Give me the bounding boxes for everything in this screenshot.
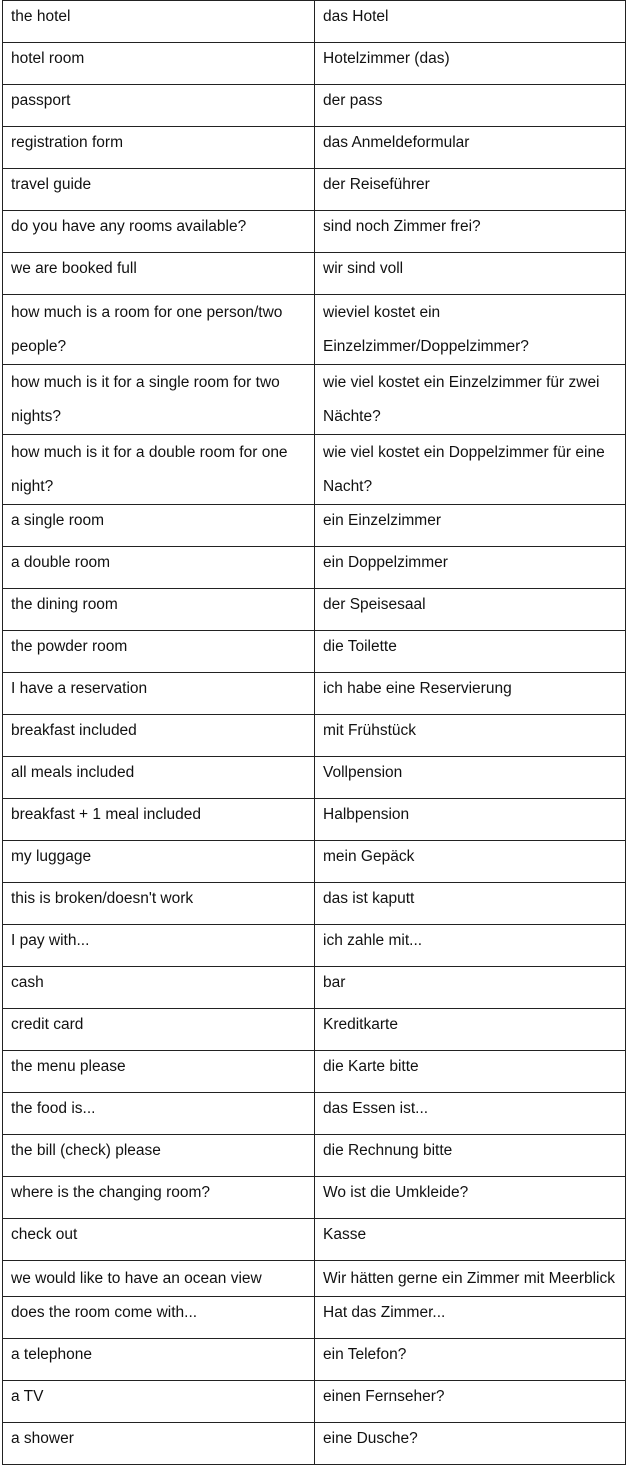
table-row — [3, 169, 626, 211]
english-phrase-cell: a telephone — [3, 1339, 315, 1381]
vocabulary-table — [2, 0, 626, 1465]
table-row — [3, 673, 626, 715]
table-row — [3, 883, 626, 925]
table-row — [3, 85, 626, 127]
english-phrase-cell: the food is... — [3, 1093, 315, 1135]
english-phrase-cell: how much is it for a double room for one night? — [3, 435, 315, 505]
english-phrase-cell: how much is a room for one person/two people? — [3, 295, 315, 365]
table-row — [3, 435, 626, 505]
table-row — [3, 589, 626, 631]
english-phrase-cell: how much is it for a single room for two nights? — [3, 365, 315, 435]
english-phrase-cell: travel guide — [3, 169, 315, 211]
german-phrase-cell: die Toilette — [315, 631, 626, 673]
table-row — [3, 547, 626, 589]
german-phrase-cell: Hat das Zimmer... — [315, 1297, 626, 1339]
german-phrase-cell: ich habe eine Reservierung — [315, 673, 626, 715]
english-phrase-cell: a double room — [3, 547, 315, 589]
vocabulary-table-body — [3, 1, 626, 1465]
german-phrase-cell: ein Telefon? — [315, 1339, 626, 1381]
table-row — [3, 757, 626, 799]
german-phrase-cell: ich zahle mit... — [315, 925, 626, 967]
table-row — [3, 365, 626, 435]
english-phrase-cell: passport — [3, 85, 315, 127]
table-row — [3, 1135, 626, 1177]
english-phrase-cell: breakfast included — [3, 715, 315, 757]
english-phrase-cell: all meals included — [3, 757, 315, 799]
english-phrase-cell: a single room — [3, 505, 315, 547]
german-phrase-cell: Hotelzimmer (das) — [315, 43, 626, 85]
english-phrase-cell: does the room come with... — [3, 1297, 315, 1339]
english-phrase-cell: I pay with... — [3, 925, 315, 967]
table-row — [3, 1381, 626, 1423]
german-phrase-cell: wie viel kostet ein Doppelzimmer für eine Nacht? — [315, 435, 626, 505]
german-phrase-cell: bar — [315, 967, 626, 1009]
table-row — [3, 43, 626, 85]
german-phrase-cell: mein Gepäck — [315, 841, 626, 883]
table-row — [3, 211, 626, 253]
table-row — [3, 1177, 626, 1219]
table-row — [3, 253, 626, 295]
german-phrase-cell: Halbpension — [315, 799, 626, 841]
english-phrase-cell: hotel room — [3, 43, 315, 85]
table-row — [3, 1261, 626, 1297]
english-phrase-cell: cash — [3, 967, 315, 1009]
german-phrase-cell: die Karte bitte — [315, 1051, 626, 1093]
english-phrase-cell: my luggage — [3, 841, 315, 883]
table-row — [3, 799, 626, 841]
english-phrase-cell: credit card — [3, 1009, 315, 1051]
german-phrase-cell: der Reiseführer — [315, 169, 626, 211]
german-phrase-cell: der pass — [315, 85, 626, 127]
german-phrase-cell: eine Dusche? — [315, 1423, 626, 1465]
german-phrase-cell: sind noch Zimmer frei? — [315, 211, 626, 253]
german-phrase-cell: das Essen ist... — [315, 1093, 626, 1135]
german-phrase-cell: Wo ist die Umkleide? — [315, 1177, 626, 1219]
german-phrase-cell: ein Doppelzimmer — [315, 547, 626, 589]
table-row — [3, 925, 626, 967]
table-row — [3, 295, 626, 365]
german-phrase-cell: ein Einzelzimmer — [315, 505, 626, 547]
english-phrase-cell: a shower — [3, 1423, 315, 1465]
table-row — [3, 1093, 626, 1135]
table-row — [3, 1, 626, 43]
table-row — [3, 841, 626, 883]
english-phrase-cell: the hotel — [3, 1, 315, 43]
german-phrase-cell: die Rechnung bitte — [315, 1135, 626, 1177]
english-phrase-cell: do you have any rooms available? — [3, 211, 315, 253]
english-phrase-cell: the menu please — [3, 1051, 315, 1093]
english-phrase-cell: the bill (check) please — [3, 1135, 315, 1177]
english-phrase-cell: registration form — [3, 127, 315, 169]
german-phrase-cell: mit Frühstück — [315, 715, 626, 757]
german-phrase-cell: Kasse — [315, 1219, 626, 1261]
english-phrase-cell: where is the changing room? — [3, 1177, 315, 1219]
table-row — [3, 967, 626, 1009]
english-phrase-cell: the powder room — [3, 631, 315, 673]
german-phrase-cell: einen Fernseher? — [315, 1381, 626, 1423]
english-phrase-cell: we would like to have an ocean view — [3, 1261, 315, 1297]
german-phrase-cell: das Anmeldeformular — [315, 127, 626, 169]
english-phrase-cell: check out — [3, 1219, 315, 1261]
german-phrase-cell: das Hotel — [315, 1, 626, 43]
german-phrase-cell: Wir hätten gerne ein Zimmer mit Meerblick — [315, 1261, 626, 1297]
table-row — [3, 505, 626, 547]
english-phrase-cell: we are booked full — [3, 253, 315, 295]
table-row — [3, 715, 626, 757]
table-row — [3, 127, 626, 169]
german-phrase-cell: der Speisesaal — [315, 589, 626, 631]
table-row — [3, 1339, 626, 1381]
german-phrase-cell: Vollpension — [315, 757, 626, 799]
table-row — [3, 1297, 626, 1339]
english-phrase-cell: this is broken/doesn't work — [3, 883, 315, 925]
english-phrase-cell: breakfast + 1 meal included — [3, 799, 315, 841]
german-phrase-cell: wieviel kostet ein Einzelzimmer/Doppelzimmer? — [315, 295, 626, 365]
table-row — [3, 1423, 626, 1465]
english-phrase-cell: the dining room — [3, 589, 315, 631]
table-row — [3, 1009, 626, 1051]
table-row — [3, 1051, 626, 1093]
german-phrase-cell: wie viel kostet ein Einzelzimmer für zwei Nächte? — [315, 365, 626, 435]
table-row — [3, 1219, 626, 1261]
german-phrase-cell: das ist kaputt — [315, 883, 626, 925]
table-row — [3, 631, 626, 673]
german-phrase-cell: Kreditkarte — [315, 1009, 626, 1051]
english-phrase-cell: I have a reservation — [3, 673, 315, 715]
german-phrase-cell: wir sind voll — [315, 253, 626, 295]
english-phrase-cell: a TV — [3, 1381, 315, 1423]
